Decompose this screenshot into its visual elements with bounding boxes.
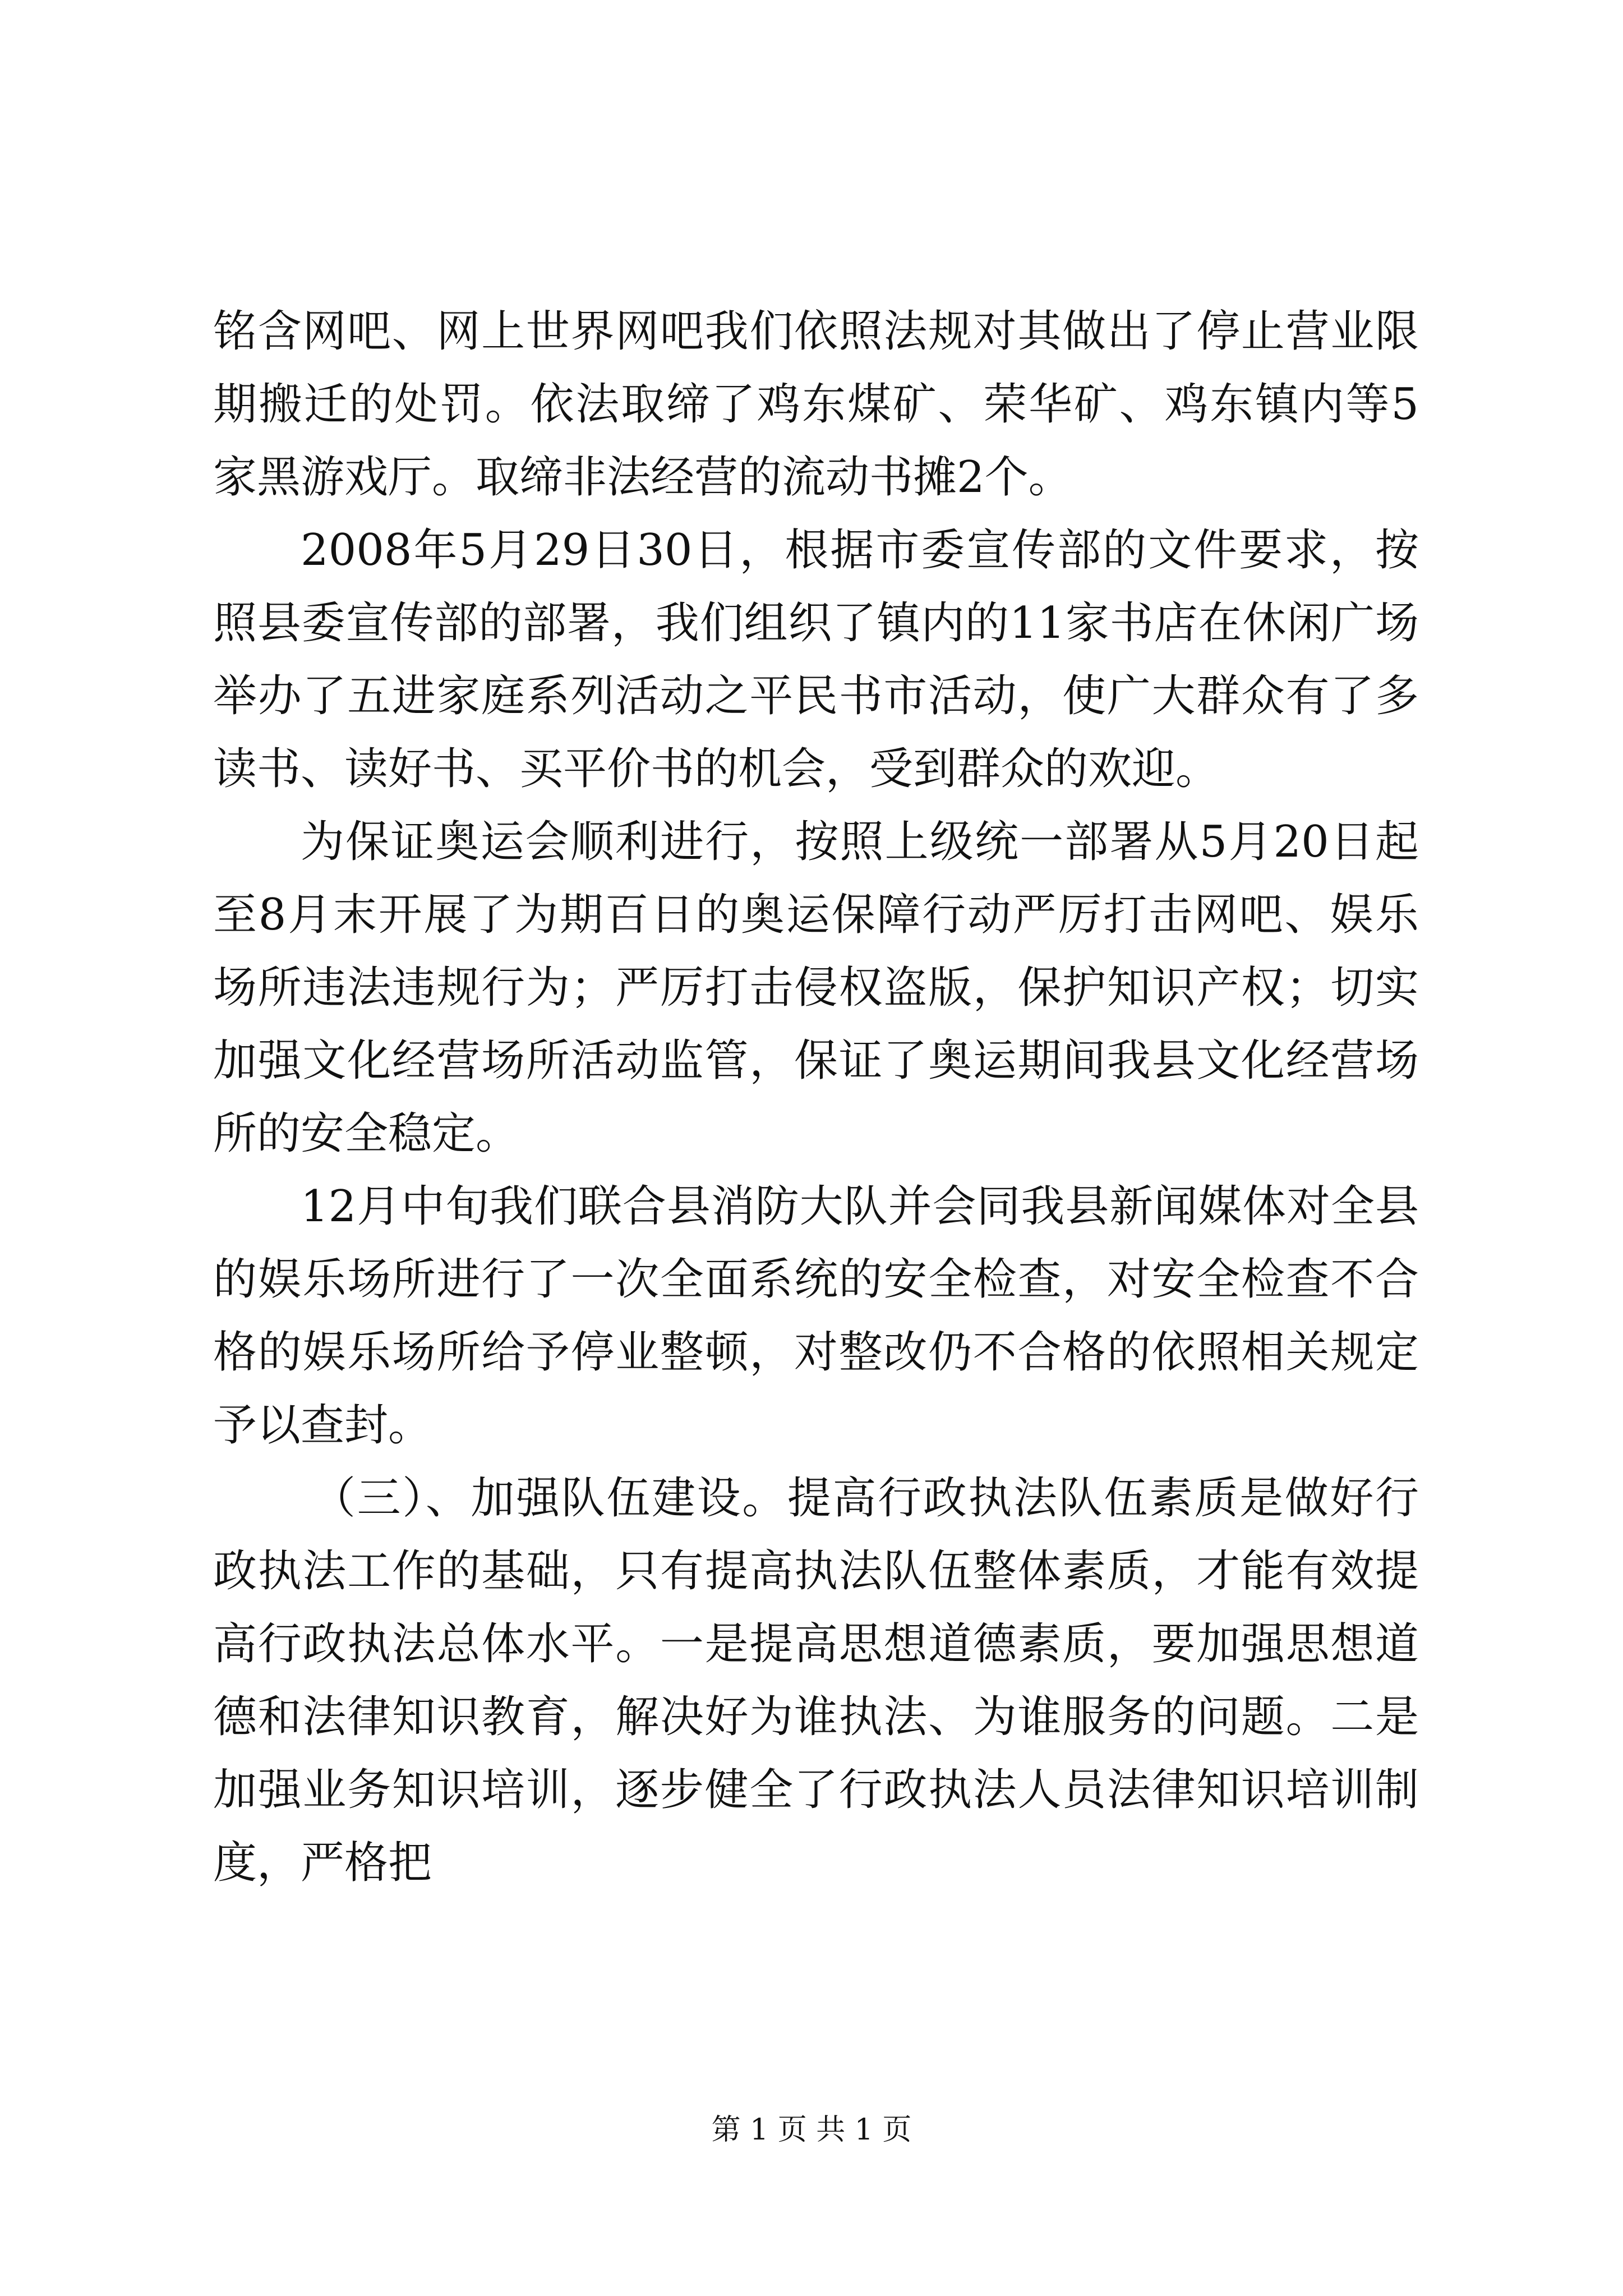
page-number-label: 第 1 页 共 1 页 — [711, 2113, 912, 2147]
page-footer — [0, 2110, 1623, 2150]
paragraph-5: （三）、加强队伍建设。提高行政执法队伍素质是做好行政执法工作的基础，只有提高执法队伍整体素质，才能有效提高行政执法总体水平。一是提高思想道德素质，要加强思想道德和法律知识教育，解决好为谁执法、为谁服务的问题。二是加强业务知识培训，逐步健全了行政执法人员法律知识培训制度，严格把 — [213, 1473, 1419, 1888]
paragraph-3: 为保证奥运会顺利进行，按照上级统一部署从5月20日起至8月末开展了为期百日的奥运保障行动严厉打击网吧、娱乐场所违法违规行为；严厉打击侵权盗版，保护知识产权；切实加强文化经营场所活动监管，保证了奥运期间我县文化经营场所的安全稳定。 — [213, 817, 1419, 1159]
document-body — [213, 295, 1419, 1899]
paragraph-2: 2008年5月29日30日，根据市委宣传部的文件要求，按照县委宣传部的部署，我们组织了镇内的11家书店在休闲广场举办了五进家庭系列活动之平民书市活动，使广大群众有了多读书、读好书、买平价书的机会，受到群众的欢迎。 — [213, 525, 1419, 794]
paragraph-1: 铭含网吧、网上世界网吧我们依照法规对其做出了停止营业限期搬迁的处罚。依法取缔了鸡东煤矿、荣华矿、鸡东镇内等5家黑游戏厅。取缔非法经营的流动书摊2个。 — [213, 306, 1419, 503]
paragraph-4: 12月中旬我们联合县消防大队并会同我县新闻媒体对全县的娱乐场所进行了一次全面系统的安全检查，对安全检查不合格的娱乐场所给予停业整顿，对整改仍不合格的依照相关规定予以查封。 — [213, 1181, 1419, 1451]
